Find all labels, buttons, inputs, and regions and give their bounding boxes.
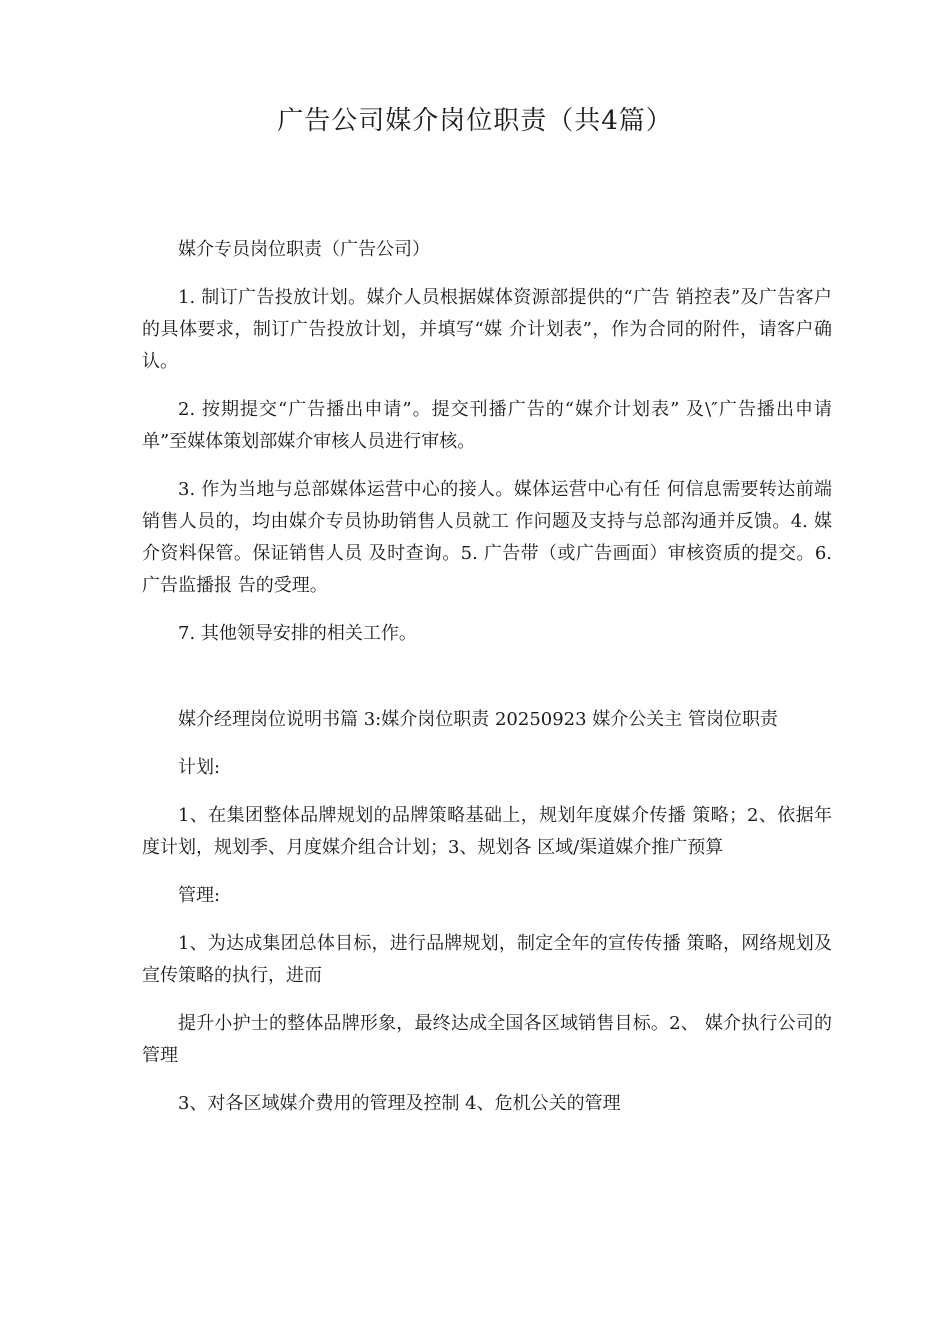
paragraph-plan-items: 1、在集团整体品牌规划的品牌策略基础上，规划年度媒介传播 策略；2、依据年度计划，规划季、月度媒介组合计划；3、规划各 区域/渠道媒介推广预算 <box>142 805 832 858</box>
section-heading-media-specialist: 媒介专员岗位职责（广告公司） <box>178 239 430 260</box>
paragraph-management-2: 提升小护士的整体品牌形象，最终达成全国各区域销售目标。2、 媒介执行公司的管理 <box>142 1013 832 1066</box>
subheading-management: 管理: <box>178 885 221 906</box>
document-title: 广告公司媒介岗位职责（共4篇） <box>277 106 673 136</box>
paragraph-duty-3-6: 3. 作为当地与总部媒体运营中心的接人。媒体运营中心有任 何信息需要转达前端销售人员的，均由媒介专员协助销售人员就工 作问题及支持与总部沟通并反馈。4. 媒介资料保管。保证销售人员 及时查询。5. 广告带（或广告画面）审核资质的提交。6. 广告监播报 告的受理。 <box>142 479 832 596</box>
subheading-plan: 计划: <box>178 757 221 778</box>
section-heading-media-manager: 媒介经理岗位说明书篇 3:媒介岗位职责 20250923 媒介公关主 管岗位职责 <box>178 709 779 730</box>
document-body <box>142 234 832 1136</box>
paragraph-duty-2: 2. 按期提交“广告播出申请”。提交刊播广告的“媒介计划表” 及\″广告播出申请单”至媒体策划部媒介审核人员进行审核。 <box>142 399 832 452</box>
section-spacer <box>142 666 832 704</box>
paragraph-duty-7: 7. 其他领导安排的相关工作。 <box>178 623 417 644</box>
paragraph-management-3: 3、对各区域媒介费用的管理及控制 4、危机公关的管理 <box>178 1093 621 1114</box>
paragraph-management-1: 1、为达成集团总体目标，进行品牌规划，制定全年的宣传传播 策略，网络规划及宣传策略的执行，进而 <box>142 933 832 986</box>
paragraph-duty-1: 1. 制订广告投放计划。媒介人员根据媒体资源部提供的“广告 销控表”及广告客户的具体要求，制订广告投放计划，并填写“媒 介计划表”，作为合同的附件，请客户确认。 <box>142 287 832 372</box>
